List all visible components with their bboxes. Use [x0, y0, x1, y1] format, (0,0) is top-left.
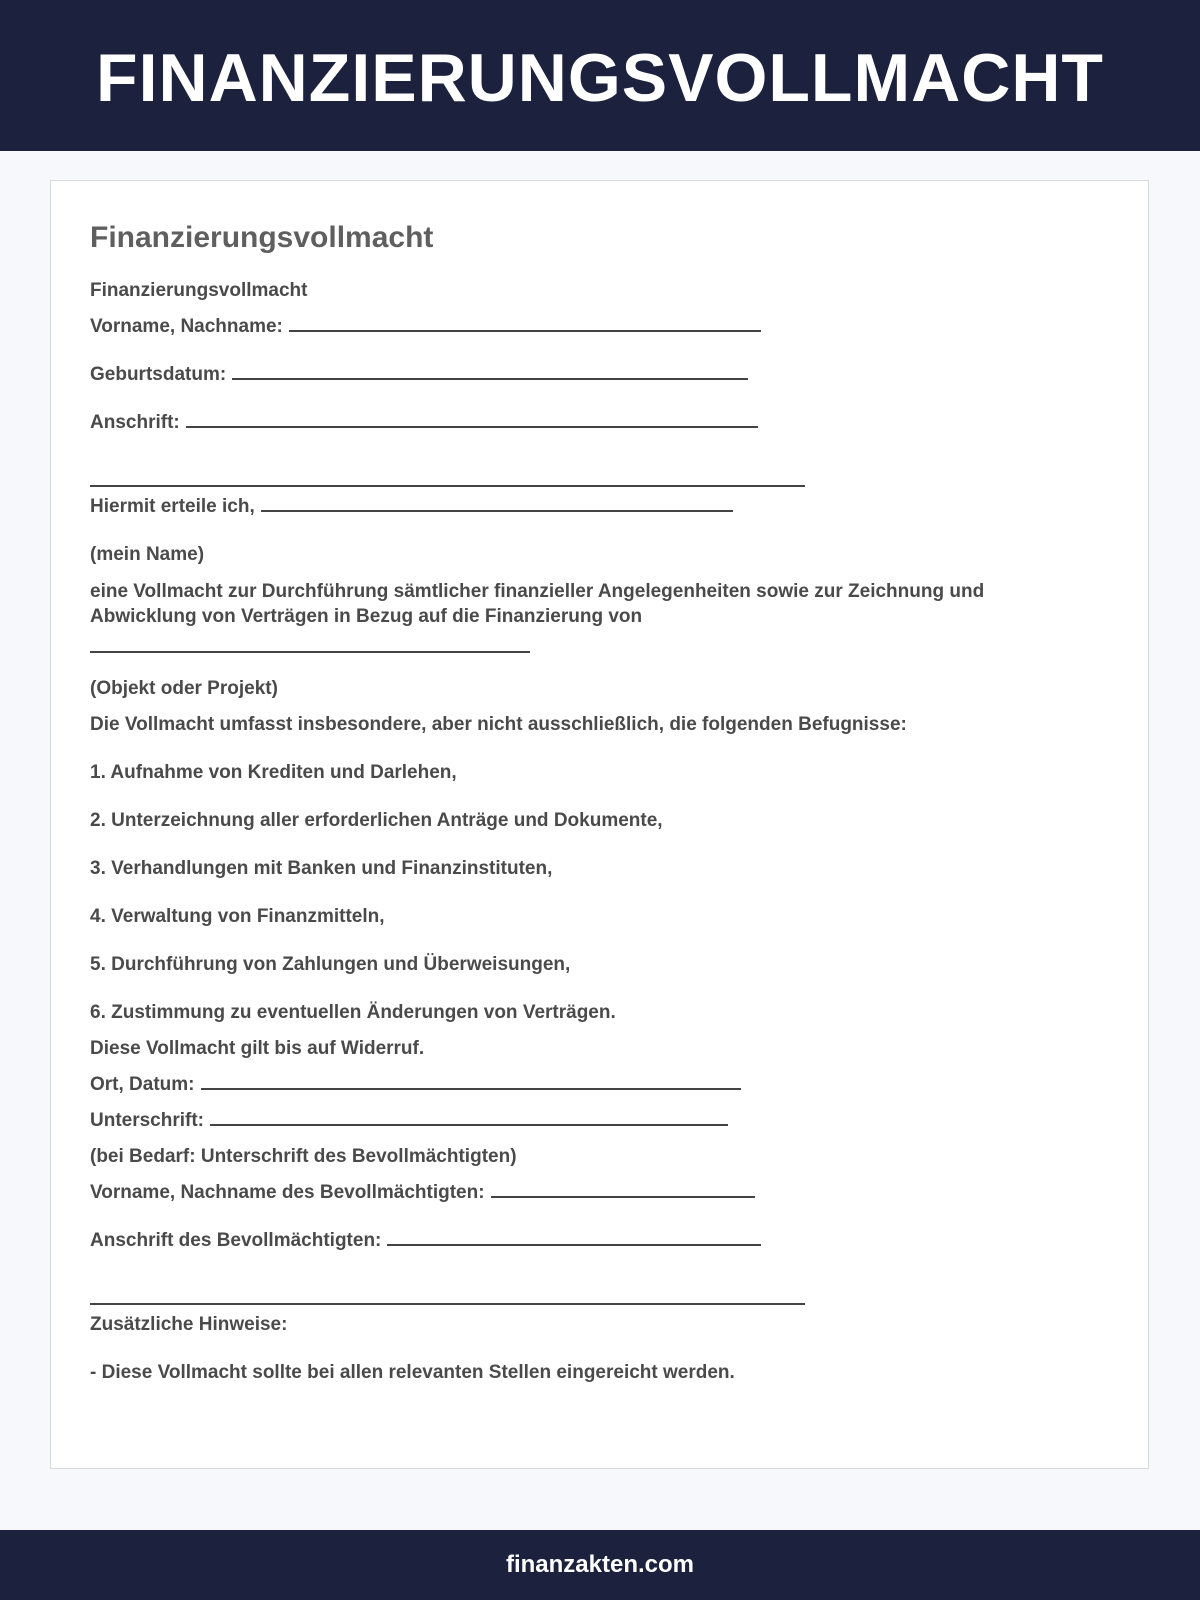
name-field-label: Vorname, Nachname:	[90, 316, 283, 337]
birthdate-field-blank[interactable]	[232, 364, 748, 380]
agent-address-second-line-blank[interactable]	[90, 1303, 805, 1305]
place-date-field-row	[90, 1073, 741, 1097]
grant-field-row	[90, 495, 733, 519]
address-field-row	[90, 411, 758, 435]
validity-text: Diese Vollmacht gilt bis auf Widerruf.	[90, 1038, 425, 1059]
name-field-blank[interactable]	[289, 316, 761, 332]
agent-name-field-label: Vorname, Nachname des Bevollmächtigten:	[90, 1182, 485, 1203]
signature-field-blank[interactable]	[210, 1110, 728, 1126]
document-subheading: Finanzierungsvollmacht	[90, 280, 308, 301]
financing-object-blank[interactable]	[90, 651, 530, 653]
agent-address-field-row	[90, 1229, 761, 1253]
power-item: 5. Durchführung von Zahlungen und Überweisungen,	[90, 954, 571, 975]
powers-intro: Die Vollmacht umfasst insbesondere, aber nicht ausschließlich, die folgenden Befugnisse:	[90, 714, 907, 735]
notes-label: Zusätzliche Hinweise:	[90, 1314, 288, 1335]
scope-text: eine Vollmacht zur Durchführung sämtlicher finanzieller Angelegenheiten sowie zur Zeichnung und Abwicklung von Verträgen in Bezug auf die Finanzierung von	[90, 581, 985, 627]
power-item: 6. Zustimmung zu eventuellen Änderungen von Verträgen.	[90, 1002, 616, 1023]
power-item: 1. Aufnahme von Krediten und Darlehen,	[90, 762, 457, 783]
note-item: - Diese Vollmacht sollte bei allen relevanten Stellen eingereicht werden.	[90, 1362, 735, 1383]
footer-site: finanzakten.com	[505, 1551, 695, 1578]
agent-name-field-row	[90, 1181, 755, 1205]
footer-bar	[0, 1530, 1200, 1600]
birthdate-field-label: Geburtsdatum:	[90, 364, 227, 385]
power-item: 3. Verhandlungen mit Banken und Finanzinstituten,	[90, 858, 553, 879]
power-item: 4. Verwaltung von Finanzmitteln,	[90, 906, 385, 927]
my-name-hint: (mein Name)	[90, 544, 205, 565]
address-second-line-blank[interactable]	[90, 485, 805, 487]
grant-field-blank[interactable]	[261, 496, 733, 512]
title-banner	[0, 0, 1200, 151]
object-hint: (Objekt oder Projekt)	[90, 678, 278, 699]
grant-field-label: Hiermit erteile ich,	[90, 496, 255, 517]
power-item: 2. Unterzeichnung aller erforderlichen Anträge und Dokumente,	[90, 810, 663, 831]
address-field-label: Anschrift:	[90, 412, 180, 433]
document-heading: Finanzierungsvollmacht	[90, 221, 434, 254]
agent-address-field-label: Anschrift des Bevollmächtigten:	[90, 1230, 382, 1251]
agent-address-field-blank[interactable]	[387, 1230, 761, 1246]
address-field-blank[interactable]	[186, 412, 758, 428]
place-date-field-label: Ort, Datum:	[90, 1074, 195, 1095]
banner-title: FINANZIERUNGSVOLLMACHT	[96, 39, 1104, 116]
agent-signature-hint: (bei Bedarf: Unterschrift des Bevollmächtigten)	[90, 1146, 517, 1167]
signature-field-row	[90, 1109, 728, 1133]
document-card	[50, 180, 1149, 1469]
name-field-row	[90, 315, 761, 339]
signature-field-label: Unterschrift:	[90, 1110, 205, 1131]
place-date-field-blank[interactable]	[201, 1074, 741, 1090]
agent-name-field-blank[interactable]	[491, 1182, 755, 1198]
birthdate-field-row	[90, 363, 748, 387]
